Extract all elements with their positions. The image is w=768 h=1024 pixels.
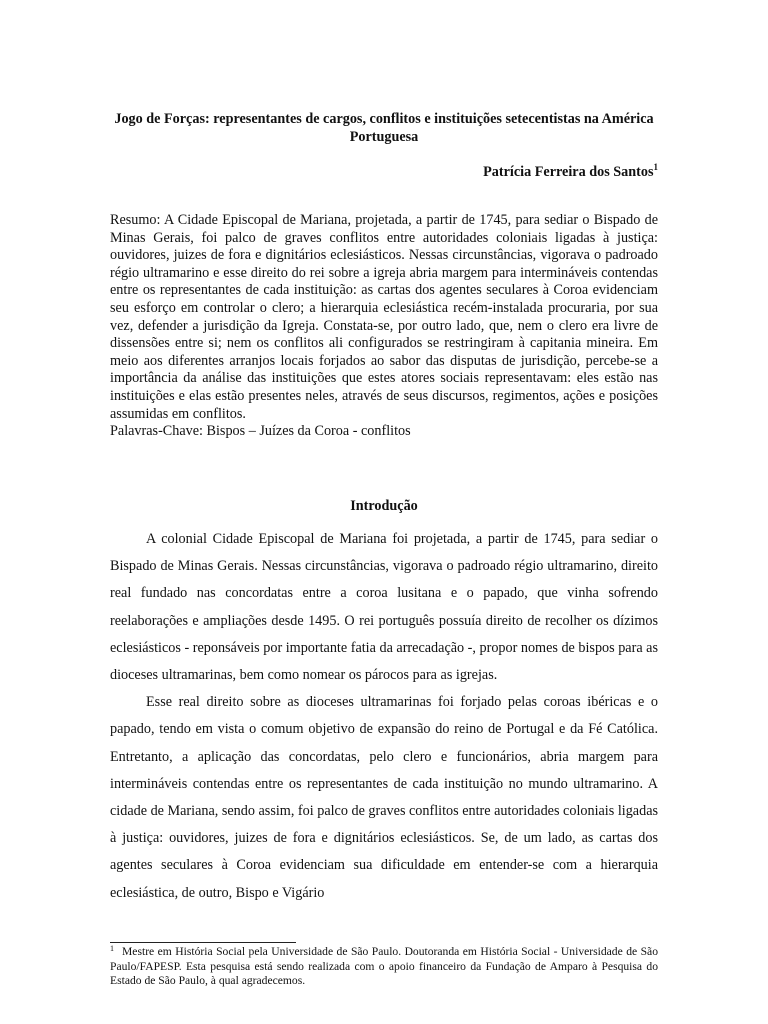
keywords-line: Palavras-Chave: Bispos – Juízes da Coroa - conflitos: [110, 423, 411, 440]
author-line: [483, 163, 658, 181]
body-text: [110, 526, 658, 907]
footnote: [110, 945, 658, 989]
abstract-text: Resumo: A Cidade Episcopal de Mariana, projetada, a partir de 1745, para sediar o Bispado de Minas Gerais, foi palco de graves conflitos entre autoridades coloniais ligadas à justiça: ouvidores, juizes de fora e dignitários eclesiásticos. Nessas circunstâncias, vigorava o padroado régio ultramarino e esse direito do rei sobre a igreja abria margem para intermináveis contendas entre os representantes de cada instituição: as cartas dos agentes seculares à Coroa evidenciam seu esforço em controlar o clero; a hierarquia eclesiástica recém-instalada procuraria, por sua vez, defender a jurisdição da Igreja. Constata-se, por outro lado, que, nem o clero era livre de dissensões entre si; nem os conflitos ali configurados se restringiram à capitania mineira. Em meio aos diferentes arranjos locais forjados ao sabor das disputas de jurisdição, percebe-se a importância da análise das instituições que estes atores sociais representavam: eles estão nas instituições e elas estão presentes neles, através de seus discursos, regimentos, ações e posições assumidas em conflitos.: [110, 212, 658, 422]
document-page: [110, 0, 658, 1024]
author-name: Patrícia Ferreira dos Santos: [483, 164, 654, 180]
body-paragraph: A colonial Cidade Episcopal de Mariana foi projetada, a partir de 1745, para sediar o Bispado de Minas Gerais. Nessas circunstâncias, vigorava o padroado régio ultramarino, direito real fundado nas concordatas entre a coroa lusitana e o papado, que vinha sofrendo reelaborações e ampliações desde 1495. O rei português possuía direito de recolher os dízimos eclesiásticos - reponsáveis por importante fatia da arrecadação -, propor nomes de bispos para as dioceses ultramarinas, bem como nomear os párocos para as igrejas.: [110, 531, 658, 684]
footnote-marker: 1: [110, 944, 114, 953]
author-footnote-marker[interactable]: 1: [653, 162, 658, 172]
section-heading-introducao: Introdução: [350, 498, 418, 514]
body-paragraph: Esse real direito sobre as dioceses ultramarinas foi forjado pelas coroas ibéricas e o papado, tendo em vista o comum objetivo de expansão do reino de Portugal e da Fé Católica. Entretanto, a aplicação das concordatas, pelo clero e funcionários, abria margem para intermináveis contendas entre os representantes de cada instituição no mundo ultramarino. A cidade de Mariana, sendo assim, foi palco de graves conflitos entre autoridades coloniais ligadas à justiça: ouvidores, juizes de fora e dignitários eclesiásticos. Se, de um lado, as cartas dos agentes seculares à Coroa evidenciam sua dificuldade em entender-se com a hierarquia eclesiástica, de outro, Bispo e Vigário: [110, 694, 659, 901]
footnote-divider: [110, 942, 296, 943]
abstract-block: [110, 212, 658, 441]
footnote-text: Mestre em História Social pela Universidade de São Paulo. Doutoranda em História Social - Universidade de São Paulo/FAPESP. Esta pesquisa está sendo realizada com o apoio financeiro da Fundação de Amparo à Pesquisa do Estado de São Paulo, à qual agradecemos.: [110, 945, 658, 988]
paper-title: Jogo de Forças: representantes de cargos, conflitos e instituições setecentistas na América Portuguesa: [114, 111, 654, 145]
